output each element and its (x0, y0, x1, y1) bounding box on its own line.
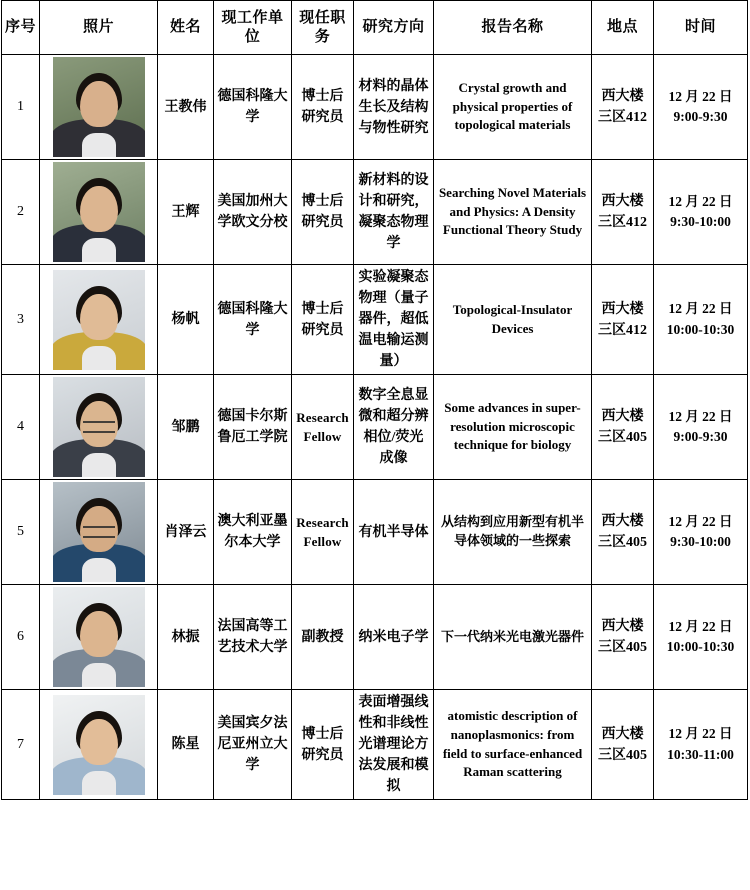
photo-cell (40, 265, 158, 375)
time: 12 月 22 日 10:00-10:30 (654, 265, 748, 375)
report-title: Topological-Insulator Devices (434, 265, 592, 375)
place: 西大楼三区405 (592, 375, 654, 480)
work-unit: 美国加州大学欧文分校 (214, 160, 292, 265)
row-index: 6 (2, 585, 40, 690)
schedule-table (1, 0, 748, 800)
column-header-research-field: 研究方向 (354, 1, 434, 55)
column-header-time: 时间 (654, 1, 748, 55)
time: 12 月 22 日 9:30-10:00 (654, 160, 748, 265)
time: 12 月 22 日 10:00-10:30 (654, 585, 748, 690)
research-field: 实验凝聚态物理（量子器件，超低温电输运测量） (354, 265, 434, 375)
row-index: 1 (2, 55, 40, 160)
place: 西大楼三区405 (592, 480, 654, 585)
column-header-place: 地点 (592, 1, 654, 55)
column-header-photo: 照片 (40, 1, 158, 55)
work-unit: 德国卡尔斯鲁厄工学院 (214, 375, 292, 480)
person-name: 王辉 (158, 160, 214, 265)
place: 西大楼三区405 (592, 585, 654, 690)
time: 12 月 22 日 9:00-9:30 (654, 55, 748, 160)
place: 西大楼三区412 (592, 160, 654, 265)
place: 西大楼三区412 (592, 265, 654, 375)
photo-cell (40, 480, 158, 585)
photo-cell (40, 160, 158, 265)
photo-cell (40, 375, 158, 480)
report-title: atomistic description of nanoplasmonics: from field to surface-enhanced Raman scattering (434, 690, 592, 800)
person-name: 王教伟 (158, 55, 214, 160)
table-row (2, 585, 748, 690)
row-index: 2 (2, 160, 40, 265)
job-title: Research Fellow (292, 375, 354, 480)
person-name: 杨帆 (158, 265, 214, 375)
work-unit: 德国科隆大学 (214, 55, 292, 160)
table-row (2, 265, 748, 375)
report-title: Some advances in super-resolution microscopic technique for biology (434, 375, 592, 480)
research-field: 纳米电子学 (354, 585, 434, 690)
portrait-photo (53, 377, 145, 477)
row-index: 3 (2, 265, 40, 375)
portrait-photo (53, 695, 145, 795)
column-header-name: 姓名 (158, 1, 214, 55)
portrait-photo (53, 162, 145, 262)
column-header-index: 序号 (2, 1, 40, 55)
research-field: 材料的晶体生长及结构与物性研究 (354, 55, 434, 160)
person-name: 陈星 (158, 690, 214, 800)
place: 西大楼三区405 (592, 690, 654, 800)
portrait-photo (53, 587, 145, 687)
research-field: 数字全息显微和超分辨相位/荧光成像 (354, 375, 434, 480)
table-row (2, 55, 748, 160)
row-index: 4 (2, 375, 40, 480)
person-name: 肖泽云 (158, 480, 214, 585)
research-field: 表面增强线性和非线性光谱理论方法发展和模拟 (354, 690, 434, 800)
work-unit: 法国高等工艺技术大学 (214, 585, 292, 690)
photo-cell (40, 690, 158, 800)
job-title: 副教授 (292, 585, 354, 690)
photo-cell (40, 585, 158, 690)
photo-cell (40, 55, 158, 160)
time: 12 月 22 日 10:30-11:00 (654, 690, 748, 800)
work-unit: 澳大利亚墨尔本大学 (214, 480, 292, 585)
research-field: 新材料的设计和研究，凝聚态物理学 (354, 160, 434, 265)
column-header-job-title: 现任职务 (292, 1, 354, 55)
table-row (2, 160, 748, 265)
time: 12 月 22 日 9:00-9:30 (654, 375, 748, 480)
job-title: 博士后研究员 (292, 55, 354, 160)
column-header-report-title: 报告名称 (434, 1, 592, 55)
row-index: 5 (2, 480, 40, 585)
table-body (2, 55, 748, 800)
table-row (2, 375, 748, 480)
portrait-photo (53, 57, 145, 157)
work-unit: 美国宾夕法尼亚州立大学 (214, 690, 292, 800)
row-index: 7 (2, 690, 40, 800)
portrait-photo (53, 482, 145, 582)
work-unit: 德国科隆大学 (214, 265, 292, 375)
job-title: 博士后研究员 (292, 690, 354, 800)
portrait-photo (53, 270, 145, 370)
header-row (2, 1, 748, 55)
column-header-unit: 现工作单位 (214, 1, 292, 55)
report-title: Searching Novel Materials and Physics: A Density Functional Theory Study (434, 160, 592, 265)
time: 12 月 22 日 9:30-10:00 (654, 480, 748, 585)
person-name: 林振 (158, 585, 214, 690)
job-title: Research Fellow (292, 480, 354, 585)
report-title: 从结构到应用新型有机半导体领域的一些探索 (434, 480, 592, 585)
job-title: 博士后研究员 (292, 265, 354, 375)
table-row (2, 480, 748, 585)
report-title: Crystal growth and physical properties of topological materials (434, 55, 592, 160)
job-title: 博士后研究员 (292, 160, 354, 265)
report-title: 下一代纳米光电激光器件 (434, 585, 592, 690)
place: 西大楼三区412 (592, 55, 654, 160)
person-name: 邹鹏 (158, 375, 214, 480)
table-header (2, 1, 748, 55)
research-field: 有机半导体 (354, 480, 434, 585)
table-row (2, 690, 748, 800)
